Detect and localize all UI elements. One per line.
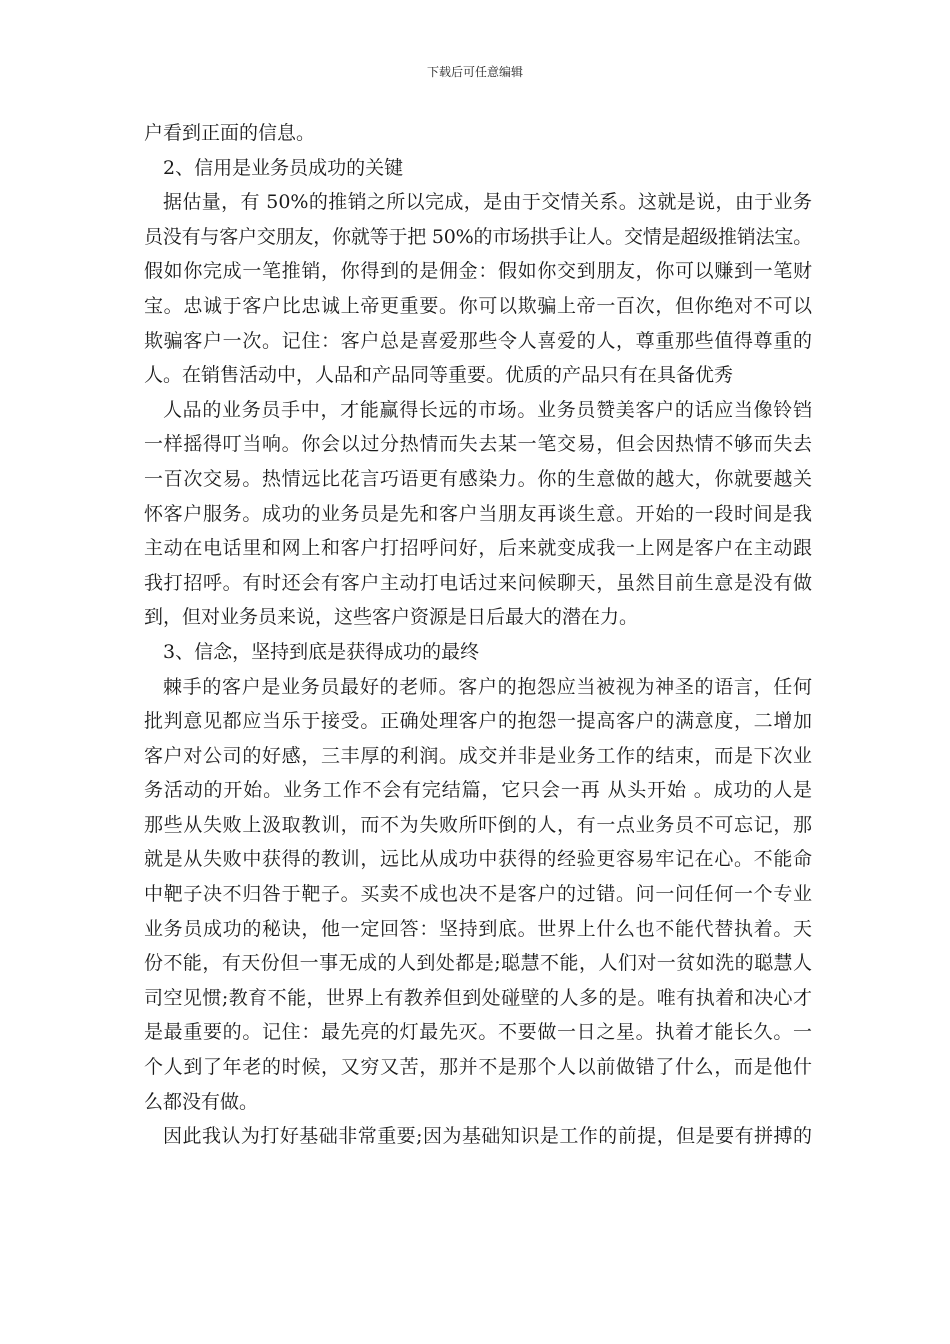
text-line: 因此我认为打好基础非常重要;因为基础知识是工作的前提，但是要有拼搏的 xyxy=(163,1125,812,1148)
text-line: 主动在电话里和网上和客户打招呼问好，后来就变成我一上网是客户在主动跟 xyxy=(144,537,812,560)
text-line: 员没有与客户交朋友，你就等于把 50%的市场拱手让人。交情是超级推销法宝。 xyxy=(144,225,812,248)
text-line: 怀客户服务。成功的业务员是先和客户当朋友再谈生意。开始的一段时间是我 xyxy=(144,502,812,525)
document-body xyxy=(144,116,812,1154)
text-line: 业务员成功的秘诀，他一定回答：坚持到底。世界上什么也不能代替执着。天 xyxy=(144,917,812,940)
text-line: 一百次交易。热情远比花言巧语更有感染力。你的生意做的越大，你就要越关 xyxy=(144,467,812,490)
text-line: 户看到正面的信息。 xyxy=(144,122,316,144)
page-header: 下载后可任意编辑 xyxy=(426,65,523,79)
text-line: 假如你完成一笔推销，你得到的是佣金：假如你交到朋友，你可以赚到一笔财 xyxy=(144,260,812,283)
text-line: 欺骗客户一次。记住：客户总是喜爱那些令人喜爱的人，尊重那些值得尊重的 xyxy=(144,329,812,352)
text-line: 一样摇得叮当响。你会以过分热情而失去某一笔交易，但会因热情不够而失去 xyxy=(144,433,812,456)
text-line: 人。在销售活动中，人品和产品同等重要。优质的产品只有在具备优秀 xyxy=(144,364,734,387)
text-line: 2、信用是业务员成功的关键 xyxy=(163,156,404,179)
text-line: 个人到了年老的时候，又穷又苦，那并不是那个人以前做错了什么，而是他什 xyxy=(144,1056,812,1079)
text-line: 么都没有做。 xyxy=(144,1090,259,1113)
text-line: 就是从失败中获得的教训，远比从成功中获得的经验更容易牢记在心。不能命 xyxy=(144,848,812,871)
text-line: 我打招呼。有时还会有客户主动打电话过来问候聊天，虽然目前生意是没有做 xyxy=(144,571,812,594)
text-line: 司空见惯;教育不能，世界上有教养但到处碰壁的人多的是。唯有执着和决心才 xyxy=(144,986,812,1009)
text-line: 3、信念，坚持到底是获得成功的最终 xyxy=(163,640,480,663)
text-line: 客户对公司的好感，三丰厚的利润。成交并非是业务工作的结束，而是下次业 xyxy=(144,744,812,767)
text-line: 据估量，有 50%的推销之所以完成，是由于交情关系。这就是说，由于业务 xyxy=(163,191,812,214)
text-line: 到，但对业务员来说，这些客户资源是日后最大的潜在力。 xyxy=(144,606,639,629)
text-line: 棘手的客户是业务员最好的老师。客户的抱怨应当被视为神圣的语言，任何 xyxy=(163,675,812,698)
text-line: 务活动的开始。业务工作不会有完结篇，它只会一再 从头开始 。成功的人是 xyxy=(144,779,812,802)
text-line: 是最重要的。记住：最先亮的灯最先灭。不要做一日之星。执着才能长久。一 xyxy=(144,1021,812,1044)
text-line: 批判意见都应当乐于接受。正确处理客户的抱怨一提高客户的满意度，二增加 xyxy=(144,710,812,733)
text-line: 那些从失败上汲取教训，而不为失败所吓倒的人，有一点业务员不可忘记，那 xyxy=(144,813,812,836)
text-line: 份不能，有天份但一事无成的人到处都是;聪慧不能，人们对一贫如洗的聪慧人 xyxy=(144,952,812,975)
text-line: 人品的业务员手中，才能赢得长远的市场。业务员赞美客户的话应当像铃铛 xyxy=(163,398,812,421)
text-line: 中靶子决不归咎于靶子。买卖不成也决不是客户的过错。问一问任何一个专业 xyxy=(144,883,812,906)
text-line: 宝。忠诚于客户比忠诚上帝更重要。你可以欺骗上帝一百次，但你绝对不可以 xyxy=(144,294,812,317)
